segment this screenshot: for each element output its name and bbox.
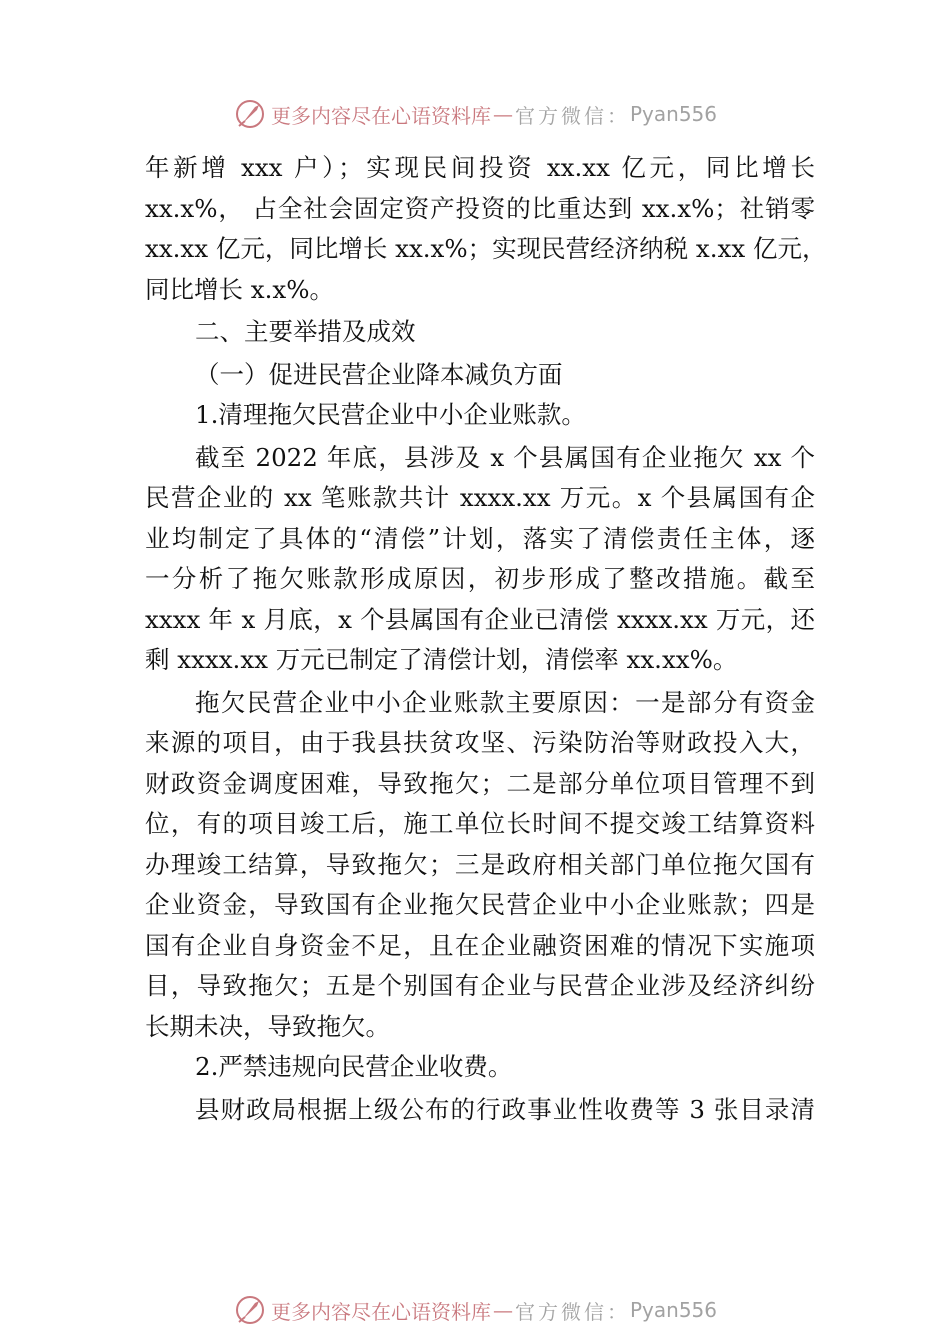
quill-logo-icon <box>233 1293 267 1327</box>
header-watermark <box>0 94 950 134</box>
text-line: 财政资金调度困难，导致拖欠；二是部分单位项目管理不到 <box>145 768 815 798</box>
watermark-sub-text: 官方微信： <box>514 1299 630 1324</box>
text-line: 同比增长 x.x%。 <box>145 274 334 304</box>
watermark-main-text: 更多内容尽在心语资料库 <box>270 1299 491 1324</box>
text-line: 目，导致拖欠；五是个别国有企业与民营企业涉及经济纠纷 <box>145 971 815 1000</box>
text-line: 剩 xxxx.xx 万元已制定了清偿计划，清偿率 xx.xx%。 <box>145 645 738 674</box>
text-line: 企业资金，导致国有企业拖欠民营企业中小企业账款；四是 <box>145 890 815 919</box>
watermark-dash: — <box>492 102 513 126</box>
text-line: 业均制定了具体的“清偿”计划，落实了清偿责任主体，逐 <box>145 523 815 553</box>
text-line: xxxx 年 x 月底，x 个县属国有企业已清偿 xxxx.xx 万元，还 <box>145 604 815 634</box>
watermark-wechat-id: Pyan556 <box>629 102 717 126</box>
document-body <box>145 148 827 1130</box>
item-heading: 2.严禁违规向民营企业收费。 <box>195 1052 513 1081</box>
text-line: 来源的项目，由于我县扶贫攻坚、污染防治等财政投入大， <box>145 728 815 757</box>
text-line: 一分析了拖欠账款形成原因，初步形成了整改措施。截至 <box>145 564 815 593</box>
footer-watermark <box>0 1290 950 1330</box>
paragraph-first-line: 拖欠民营企业中小企业账款主要原因：一是部分有资金 <box>195 687 815 717</box>
text-line: 位，有的项目竣工后，施工单位长时间不提交竣工结算资料 <box>145 809 815 838</box>
text-line: 民营企业的 xx 笔账款共计 xxxx.xx 万元。x 个县属国有企 <box>145 483 815 512</box>
text-line: 长期未决，导致拖欠。 <box>145 1011 390 1041</box>
text-line: xx.x%， 占全社会固定资产投资的比重达到 xx.x%；社销零 <box>145 193 815 223</box>
quill-logo-icon <box>233 97 267 131</box>
watermark-dash: — <box>492 1298 513 1322</box>
watermark-main-text: 更多内容尽在心语资料库 <box>270 103 491 128</box>
paragraph-first-line: 截至 2022 年底，县涉及 x 个县属国有企业拖欠 xx 个 <box>195 442 815 472</box>
watermark-sub-text: 官方微信： <box>514 103 630 128</box>
item-heading: 1.清理拖欠民营企业中小企业账款。 <box>195 400 586 429</box>
text-line: 办理竣工结算，导致拖欠；三是政府相关部门单位拖欠国有 <box>145 849 815 879</box>
text-line: 年新增 xxx 户）；实现民间投资 xx.xx 亿元，同比增长 <box>145 153 815 182</box>
watermark-wechat-id: Pyan556 <box>629 1298 717 1322</box>
section-heading: 二、主要举措及成效 <box>195 317 416 346</box>
text-line: xx.xx 亿元，同比增长 xx.x%；实现民营经济纳税 x.xx 亿元， <box>145 234 827 263</box>
paragraph-first-line: 县财政局根据上级公布的行政事业性收费等 3 张目录清 <box>195 1094 815 1124</box>
text-line: 国有企业自身资金不足，且在企业融资困难的情况下实施项 <box>145 930 815 960</box>
subsection-heading: （一）促进民营企业降本减负方面 <box>195 359 563 389</box>
